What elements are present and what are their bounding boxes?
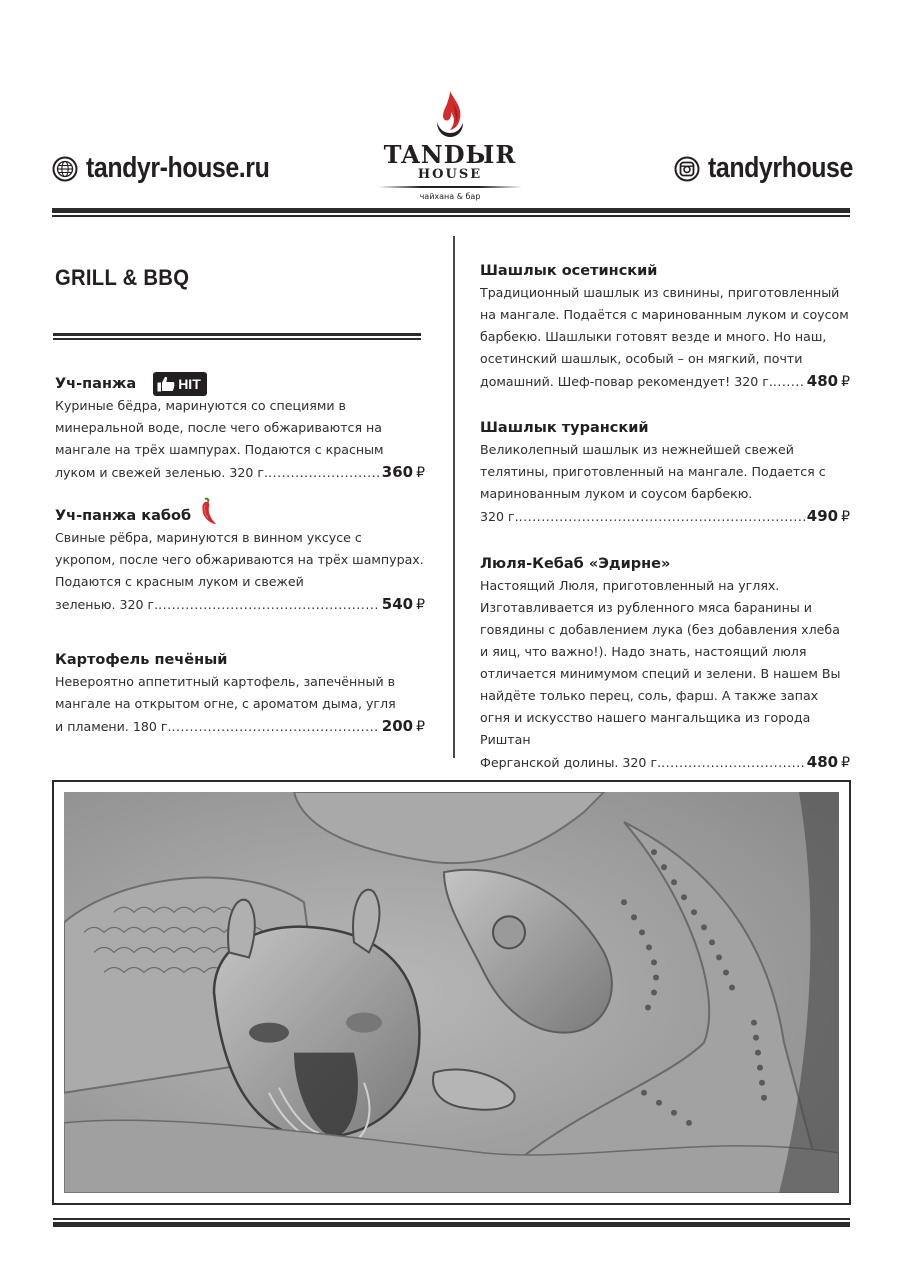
leader-dots [172,716,380,738]
hit-badge-label: HIT [178,376,201,392]
item-weight-text: и пламени. 180 г. [55,719,172,734]
item-name: Люля-Кебаб «Эдирне» [480,556,671,572]
logo-divider [378,186,522,188]
menu-item [55,372,425,484]
photo-frame [52,780,851,1205]
price-value: 360 [381,463,414,481]
item-price [380,593,425,616]
header-divider [52,208,850,216]
currency-symbol: ₽ [841,374,850,390]
globe-icon [52,156,78,182]
currency-symbol: ₽ [416,597,425,613]
item-name: Картофель печёный [55,652,228,668]
price-value: 200 [381,717,414,735]
chili-pepper-icon [199,497,219,527]
item-description: Традиционный шашлык из свинины, приготовленный на мангале. Подаётся с маринованным луком и соусом барбекю. Шашлыки готовят везде и много. Но наш, осетинский шашлык, особый – он мягкий, почти [480,285,849,366]
section-divider [53,333,421,341]
item-name: Уч-панжа [55,376,137,392]
brand-subname: HOUSE [417,167,483,182]
brand-tagline: чайхана & бар [419,192,481,201]
leader-dots [773,371,805,393]
brand-name: TANDЫR [383,140,517,169]
leader-dots [158,594,380,616]
item-weight-text: зеленью. 320 г. [55,597,159,612]
item-weight-text: луком и свежей зеленью. 320 г. [55,465,269,480]
column-divider [453,236,455,758]
price-value: 480 [806,753,839,771]
item-price [805,370,850,393]
item-price [380,461,425,484]
brand-logo [370,88,530,206]
relief-illustration [64,792,839,1193]
item-name: Уч-панжа кабоб [55,508,192,524]
item-weight-text: домашний. Шеф-повар рекомендует! 320 г. [480,374,773,389]
instagram-link[interactable] [674,152,877,185]
instagram-icon [674,156,700,182]
thumbs-up-icon [157,376,175,392]
instagram-handle[interactable]: tandyrhouse [708,152,853,184]
leader-dots [519,506,805,528]
item-price [805,505,850,528]
section-title: GRILL & BBQ [55,265,190,290]
leader-dots [268,462,380,484]
item-description: Свиные рёбра, маринуются в винном уксусе с укропом, после чего обжариваются на трёх шампурах. Подаются с красным луком и свежей [55,530,424,589]
menu-item [480,552,850,774]
flame-icon [432,90,468,140]
item-weight-text: 320 г. [480,509,519,524]
website-link[interactable] [52,152,299,185]
currency-symbol: ₽ [841,509,850,525]
leader-dots [661,752,805,774]
item-price [380,715,425,738]
menu-item [55,648,425,738]
item-name: Шашлык осетинский [480,263,658,279]
price-value: 490 [806,507,839,525]
footer-divider [53,1218,850,1226]
menu-item [480,416,850,528]
hit-badge [153,372,207,396]
relief-photo [64,792,839,1193]
item-price [805,751,850,774]
item-weight-text: Ферганской долины. 320 г. [480,755,662,770]
item-name: Шашлык туранский [480,420,649,436]
price-value: 480 [806,372,839,390]
item-description: Великолепный шашлык из нежнейшей свежей телятины, приготовленный на мангале. Подается с маринованным луком и соусом барбекю. [480,442,826,501]
currency-symbol: ₽ [416,719,425,735]
menu-item [480,259,850,393]
currency-symbol: ₽ [416,465,425,481]
item-description: Настоящий Люля, приготовленный на углях. Изготавливается из рубленного мяса баранины и говядины с добавлением лука (без добавления хлеба и яиц, что важно!). Надо знать, настоящий люля отличается минимумом специй и зелени. В нашем Вы найдёте только перец, соль, фарш. А также запах огня и искусство нашего мангальщика из города Риштан [480,578,841,747]
website-text[interactable]: tandyr-house.ru [86,152,270,184]
menu-item [55,504,425,616]
item-description: Куриные бёдра, маринуются со специями в минеральной воде, после чего обжариваются на мангале на трёх шампурах. Подаются с красным [55,398,384,457]
item-description: Невероятно аппетитный картофель, запечённый в мангале на открытом огне, с ароматом дыма, угля [55,674,396,711]
currency-symbol: ₽ [841,755,850,771]
price-value: 540 [381,595,414,613]
